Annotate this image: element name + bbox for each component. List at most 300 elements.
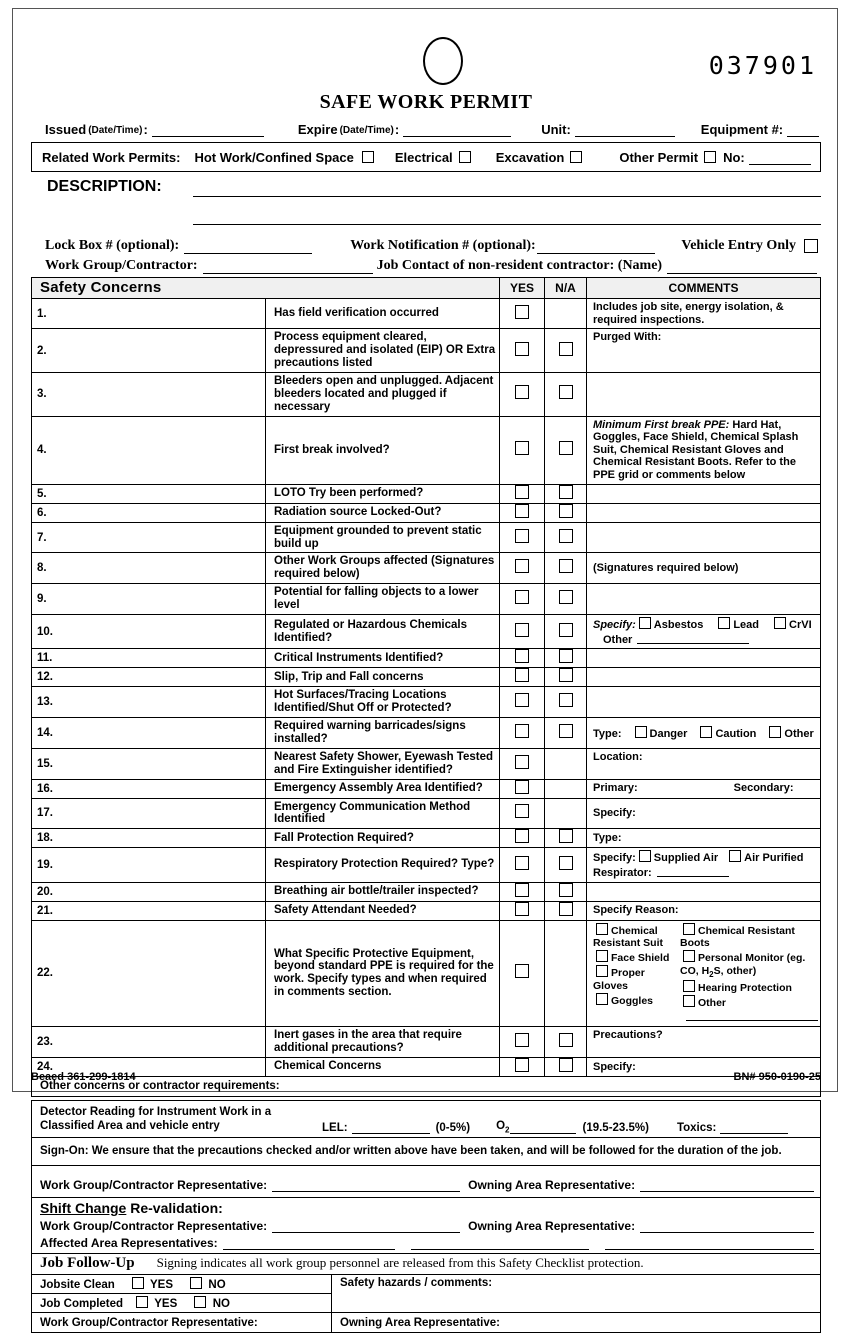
checkbox-yes-row-1[interactable] (515, 305, 529, 319)
row-number: 18. (32, 829, 266, 848)
specify-label: Specify: (593, 618, 636, 631)
row-yes-cell (500, 798, 545, 829)
row-yes-cell (500, 687, 545, 718)
table-row (32, 848, 821, 882)
lockbox-row (31, 234, 821, 256)
toxics-label: Toxics: (676, 1121, 717, 1134)
row-comment-cell[interactable] (587, 920, 821, 1027)
row-concern-text: What Specific Protective Equipment, beyond standard PPE is required for the work. Specify types and when required in comments section. (266, 920, 500, 1027)
job-completed-cell (32, 1294, 332, 1313)
row-na-cell (545, 553, 587, 584)
checkbox-ppe-personal-monitor-eg-co-h2s-other[interactable] (683, 950, 695, 962)
shift-change-title: Shift Change Re-validation: (40, 1199, 223, 1216)
checkbox-job-completed-no[interactable] (194, 1296, 206, 1308)
ppe-note-title: Minimum First break PPE: (593, 418, 730, 431)
checkbox-na-row-9[interactable] (559, 590, 573, 604)
row-comment-cell[interactable] (587, 668, 821, 687)
row-na-cell (545, 372, 587, 416)
affected-area-label: Affected Area Representatives: (40, 1235, 218, 1250)
row-yes-cell (500, 522, 545, 553)
ppe-option-face-shield: Face Shield (611, 952, 670, 965)
row-number: 6. (32, 503, 266, 522)
row-comment-cell[interactable] (587, 848, 821, 882)
row-na-cell (545, 748, 587, 779)
final-owning-area-label: Owning Area Representative: (340, 1316, 500, 1329)
table-row (32, 299, 821, 329)
row-na-cell (545, 416, 587, 484)
header-safety-concerns: Safety Concerns (32, 278, 500, 299)
jobsite-clean-label: Jobsite Clean (40, 1279, 115, 1292)
checkbox-jobsite-clean-no[interactable] (190, 1277, 202, 1289)
work-group-row (31, 256, 821, 277)
row-number: 12. (32, 668, 266, 687)
job-contact-input[interactable] (667, 259, 817, 274)
checkbox-yes-row-8[interactable] (515, 559, 529, 573)
related-electrical-label: Electrical (394, 149, 453, 165)
job-followup-header (31, 1254, 821, 1275)
row-yes-cell (500, 829, 545, 848)
respirator-option-air-purified: Air Purified Respirator: (593, 852, 804, 879)
row-concern-text: Breathing air bottle/trailer inspected? (266, 882, 500, 901)
checkbox-na-row-11[interactable] (559, 649, 573, 663)
row-yes-cell (500, 668, 545, 687)
row-yes-cell (500, 372, 545, 416)
table-row (32, 484, 821, 503)
row-na-cell (545, 329, 587, 373)
checkbox-ppe-other[interactable] (683, 995, 695, 1007)
job-followup-text: Signing indicates all work group personnel are released from this Safety Checklist protection. (156, 1254, 644, 1270)
checkbox-yes-row-2[interactable] (515, 342, 529, 356)
shift-rep-row (40, 1218, 814, 1233)
ppe-option-proper-gloves: Proper Gloves (593, 966, 645, 992)
row-comment-cell[interactable]: Location: (587, 748, 821, 779)
table-row (32, 687, 821, 718)
row-yes-cell (500, 503, 545, 522)
jobsite-clean-cell (32, 1275, 332, 1294)
job-followup-title: Job Follow-Up (40, 1254, 135, 1271)
vehicle-entry-only-label: Vehicle Entry Only (681, 238, 796, 253)
rep-owning-area-input[interactable] (640, 1177, 814, 1192)
shift-change-block (31, 1198, 821, 1254)
row-concern-text: Regulated or Hazardous Chemicals Identified? (266, 614, 500, 648)
checkbox-na-row-4[interactable] (559, 441, 573, 455)
checkbox-yes-row-22[interactable] (515, 964, 529, 978)
row-concern-text: Inert gases in the area that require additional precautions? (266, 1027, 500, 1058)
checkbox-na-row-23[interactable] (559, 1033, 573, 1047)
work-notification-input[interactable] (537, 239, 655, 254)
checkbox-yes-row-21[interactable] (515, 902, 529, 916)
row-comment-cell[interactable] (587, 779, 821, 798)
checkbox-na-row-21[interactable] (559, 902, 573, 916)
row-comment-cell[interactable] (587, 718, 821, 749)
row-comment-cell[interactable] (587, 614, 821, 648)
checkbox-yes-row-23[interactable] (515, 1033, 529, 1047)
permit-number: 037901 (708, 51, 817, 80)
row-concern-text: First break involved? (266, 416, 500, 484)
table-row (32, 329, 821, 373)
safety-hazards-cell[interactable] (332, 1275, 821, 1313)
checkbox-na-row-14[interactable] (559, 724, 573, 738)
issued-sublabel: (Date/Time) (88, 125, 143, 136)
sign-option-other: Other (784, 727, 814, 740)
table-row (32, 416, 821, 484)
sign-on-block (31, 1138, 821, 1166)
table-row (32, 584, 821, 615)
unit-input[interactable] (575, 122, 675, 137)
row-number: 23. (32, 1027, 266, 1058)
ppe-option-personal-monitor-eg-co-h2s-other: Personal Monitor (eg. CO, $H_2S$, other) (680, 952, 806, 980)
chem-other-input[interactable] (637, 632, 749, 644)
row-number: 1. (32, 299, 266, 329)
row-na-cell (545, 668, 587, 687)
checkbox-na-row-5[interactable] (559, 485, 573, 499)
row-yes-cell (500, 779, 545, 798)
row-comment-cell[interactable]: (Signatures required below) (587, 553, 821, 584)
row-yes-cell (500, 718, 545, 749)
ellipse-logo-icon (423, 37, 463, 85)
row-yes-cell (500, 416, 545, 484)
row-number: 19. (32, 848, 266, 882)
header-comments: COMMENTS (587, 278, 821, 299)
checkbox-ppe-chemical-resistant-suit[interactable] (596, 923, 608, 935)
row-na-cell (545, 614, 587, 648)
checkbox-yes-row-3[interactable] (515, 385, 529, 399)
row-number: 9. (32, 584, 266, 615)
checkbox-yes-row-6[interactable] (515, 504, 529, 518)
row-concern-text: Other Work Groups affected (Signatures required below) (266, 553, 500, 584)
checkbox-yes-row-7[interactable] (515, 529, 529, 543)
checkbox-hot-work-confined-space[interactable] (362, 151, 374, 163)
final-work-group-cell[interactable] (32, 1313, 332, 1333)
checkbox-yes-row-20[interactable] (515, 883, 529, 897)
checkbox-crvi[interactable] (774, 617, 786, 629)
related-no-label: No: (723, 149, 745, 165)
row-comment-cell[interactable] (587, 649, 821, 668)
sign-on-label: Sign-On: (40, 1145, 89, 1158)
row-number: 4. (32, 416, 266, 484)
row-concern-text: LOTO Try been performed? (266, 484, 500, 503)
respirator-option-supplied-air: Supplied Air (653, 852, 719, 865)
row-na-cell (545, 299, 587, 329)
row-na-cell (545, 649, 587, 668)
table-row (32, 748, 821, 779)
ppe-option-chemical-resistant-boots: Chemical Resistant Boots (680, 924, 795, 950)
table-row (32, 614, 821, 648)
final-owning-area-cell[interactable] (332, 1313, 821, 1333)
row-number: 22. (32, 920, 266, 1027)
related-excavation-label: Excavation (495, 149, 565, 165)
table-row (32, 779, 821, 798)
checkbox-na-row-2[interactable] (559, 342, 573, 356)
footer-right: BN# 950-0190-25 (733, 1071, 821, 1083)
row-yes-cell (500, 553, 545, 584)
ppe-other-input[interactable] (686, 1009, 818, 1021)
work-group-contractor-input[interactable] (203, 259, 373, 274)
table-row (32, 901, 821, 920)
row-concern-text: Safety Attendant Needed? (266, 901, 500, 920)
row-concern-text: Chemical Concerns (266, 1057, 500, 1076)
checkbox-electrical[interactable] (459, 151, 471, 163)
checkbox-yes-row-18[interactable] (515, 829, 529, 843)
row-comment-cell[interactable] (587, 522, 821, 553)
ppe-option-chemical-resistant-suit: Chemical Resistant Suit (593, 924, 664, 950)
checkbox-yes-row-9[interactable] (515, 590, 529, 604)
row-comment-cell[interactable]: Purged With: (587, 329, 821, 373)
row-comment-cell[interactable]: Precautions? (587, 1027, 821, 1058)
row-comment-cell[interactable] (587, 503, 821, 522)
row-yes-cell (500, 901, 545, 920)
row-comment-cell[interactable] (587, 687, 821, 718)
checkbox-yes-row-13[interactable] (515, 693, 529, 707)
row-concern-text: Emergency Communication Method Identified (266, 798, 500, 829)
chem-option-asbestos: Asbestos (653, 618, 704, 631)
checkbox-yes-row-11[interactable] (515, 649, 529, 663)
assembly-secondary-label: Secondary: (733, 782, 794, 795)
checkbox-other-permit[interactable] (704, 151, 716, 163)
row-concern-text: Potential for falling objects to a lower level (266, 584, 500, 615)
job-followup-table (31, 1275, 821, 1333)
row-comment-cell[interactable] (587, 584, 821, 615)
permit-page (12, 8, 838, 1329)
checkbox-ppe-chemical-resistant-boots[interactable] (683, 923, 695, 935)
job-completed-label: Job Completed (40, 1298, 124, 1311)
row-yes-cell (500, 614, 545, 648)
affected-area-input-2[interactable] (411, 1235, 589, 1250)
row-comment-cell[interactable] (587, 882, 821, 901)
page-footer (31, 1071, 821, 1083)
checkbox-ppe-hearing-protection[interactable] (683, 980, 695, 992)
row-number: 2. (32, 329, 266, 373)
row-comment-cell[interactable]: Specify: (587, 1057, 821, 1076)
row-number: 10. (32, 614, 266, 648)
jobsite-clean-yes-label: YES (149, 1279, 173, 1292)
row-concern-text: Nearest Safety Shower, Eyewash Tested and Fire Extinguisher identified? (266, 748, 500, 779)
checkbox-excavation[interactable] (570, 151, 582, 163)
row-na-cell (545, 882, 587, 901)
shift-work-group-input[interactable] (272, 1218, 460, 1233)
row-na-cell (545, 503, 587, 522)
sign-type-label: Type: (593, 727, 622, 740)
final-work-group-label: Work Group/Contractor Representative: (40, 1316, 258, 1329)
lel-label: LEL: (322, 1121, 348, 1134)
checkbox-na-row-13[interactable] (559, 693, 573, 707)
checkbox-yes-row-16[interactable] (515, 780, 529, 794)
detector-reading-block (31, 1100, 821, 1138)
affected-area-input-3[interactable] (605, 1235, 814, 1250)
row-comment-cell[interactable] (587, 484, 821, 503)
row-comment-cell[interactable]: Specify Reason: (587, 901, 821, 920)
issued-colon: : (143, 122, 148, 137)
description-label: DESCRIPTION: (47, 178, 162, 195)
checkbox-yes-row-24[interactable] (515, 1058, 529, 1072)
row-concern-text: Slip, Trip and Fall concerns (266, 668, 500, 687)
checkbox-job-completed-yes[interactable] (136, 1296, 148, 1308)
checkbox-yes-row-12[interactable] (515, 668, 529, 682)
row-concern-text: Emergency Assembly Area Identified? (266, 779, 500, 798)
description-input-line-2[interactable] (193, 224, 821, 225)
checkbox-na-row-8[interactable] (559, 559, 573, 573)
row-concern-text: Equipment grounded to prevent static build up (266, 522, 500, 553)
header-na: N/A (545, 278, 587, 299)
o2-range: (19.5-23.5%) (582, 1121, 649, 1134)
row-concern-text: Process equipment cleared, depressured and isolated (EIP) OR Extra precautions listed (266, 329, 500, 373)
row-comment-cell[interactable]: Includes job site, energy isolation, & required inspections. (587, 299, 821, 329)
row-na-cell (545, 829, 587, 848)
description-section (31, 172, 821, 234)
checkbox-na-row-3[interactable] (559, 385, 573, 399)
row-number: 7. (32, 522, 266, 553)
description-input-line-1[interactable] (193, 196, 821, 197)
row-comment-cell[interactable]: Specify: (587, 798, 821, 829)
row-comment-cell[interactable]: Type: (587, 829, 821, 848)
checkbox-asbestos[interactable] (639, 617, 651, 629)
table-row (32, 882, 821, 901)
checkbox-sign-danger[interactable] (635, 726, 647, 738)
unit-label: Unit: (541, 122, 571, 137)
row-number: 8. (32, 553, 266, 584)
rep-work-group-input[interactable] (272, 1177, 460, 1192)
expire-input[interactable] (403, 122, 511, 137)
related-hot-work-label: Hot Work/Confined Space (194, 149, 354, 165)
row-number: 17. (32, 798, 266, 829)
checkbox-ppe-proper-gloves[interactable] (596, 965, 608, 977)
checkbox-supplied-air[interactable] (639, 850, 651, 862)
checkbox-vehicle-entry-only[interactable] (804, 239, 818, 253)
checkbox-na-row-7[interactable] (559, 529, 573, 543)
work-group-contractor-label: Work Group/Contractor: (45, 258, 198, 273)
issued-input[interactable] (152, 122, 264, 137)
row-number: 21. (32, 901, 266, 920)
representatives-row (31, 1166, 821, 1198)
table-row (32, 718, 821, 749)
row-na-cell (545, 920, 587, 1027)
safety-concerns-table (31, 277, 821, 1077)
row-concern-text: Has field verification occurred (266, 299, 500, 329)
checkbox-na-row-19[interactable] (559, 856, 573, 870)
checkbox-yes-row-5[interactable] (515, 485, 529, 499)
sign-on-text: We ensure that the precautions checked and/or written above have been taken, and will be followed for the duration of the job. (88, 1145, 782, 1158)
checkbox-jobsite-clean-yes[interactable] (132, 1277, 144, 1289)
table-row (32, 553, 821, 584)
toxics-input[interactable] (720, 1119, 788, 1134)
row-concern-text: Respiratory Protection Required? Type? (266, 848, 500, 882)
checkbox-sign-caution[interactable] (700, 726, 712, 738)
ppe-option-hearing-protection: Hearing Protection (698, 981, 792, 994)
expire-label: Expire (297, 122, 338, 137)
row-concern-text: Hot Surfaces/Tracing Locations Identified/Shut Off or Protected? (266, 687, 500, 718)
table-row (32, 829, 821, 848)
shift-owning-area-label: Owning Area Representative: (468, 1218, 636, 1233)
table-row (32, 372, 821, 416)
table-row (32, 668, 821, 687)
row-yes-cell (500, 484, 545, 503)
table-row (32, 649, 821, 668)
checkbox-yes-row-19[interactable] (515, 856, 529, 870)
row-na-cell (545, 848, 587, 882)
checkbox-na-row-24[interactable] (559, 1058, 573, 1072)
row-number: 16. (32, 779, 266, 798)
rep-work-group-label: Work Group/Contractor Representative: (40, 1177, 268, 1192)
issued-label: Issued (45, 122, 87, 137)
affected-areas-row (40, 1235, 814, 1250)
row-yes-cell (500, 848, 545, 882)
checkbox-yes-row-15[interactable] (515, 755, 529, 769)
checkbox-na-row-12[interactable] (559, 668, 573, 682)
other-permit-no-input[interactable] (749, 150, 811, 165)
job-completed-no-label: NO (212, 1298, 230, 1311)
checkbox-ppe-face-shield[interactable] (596, 950, 608, 962)
checkbox-yes-row-4[interactable] (515, 441, 529, 455)
checkbox-yes-row-10[interactable] (515, 623, 529, 637)
row-number: 3. (32, 372, 266, 416)
row-comment-cell[interactable] (587, 372, 821, 416)
checkbox-ppe-goggles[interactable] (596, 993, 608, 1005)
checkbox-na-row-10[interactable] (559, 623, 573, 637)
checkbox-yes-row-17[interactable] (515, 804, 529, 818)
checkbox-lead[interactable] (718, 617, 730, 629)
affected-area-input-1[interactable] (223, 1235, 395, 1250)
lock-box-label: Lock Box # (optional): (45, 238, 180, 253)
checkbox-na-row-18[interactable] (559, 829, 573, 843)
final-signature-row (32, 1313, 821, 1333)
header-yes: YES (500, 278, 545, 299)
row-yes-cell (500, 649, 545, 668)
respirator-specify-label: Specify: (593, 852, 636, 865)
assembly-primary-label: Primary: (593, 782, 638, 795)
row-comment-cell[interactable] (587, 416, 821, 484)
row-yes-cell (500, 882, 545, 901)
other-concerns-label: Other concerns or contractor requirements: (40, 1079, 280, 1092)
chem-other-label: Other (603, 633, 633, 646)
row-na-cell (545, 522, 587, 553)
row-yes-cell (500, 584, 545, 615)
row-yes-cell (500, 1027, 545, 1058)
row-concern-text: Bleeders open and unplugged. Adjacent bleeders located and plugged if necessary (266, 372, 500, 416)
row-number: 14. (32, 718, 266, 749)
row-concern-text: Fall Protection Required? (266, 829, 500, 848)
row-yes-cell (500, 299, 545, 329)
row-na-cell (545, 484, 587, 503)
issued-expire-row (31, 122, 821, 140)
row-na-cell (545, 1027, 587, 1058)
checkbox-na-row-6[interactable] (559, 504, 573, 518)
o2-input[interactable] (510, 1119, 576, 1134)
row-number: 5. (32, 484, 266, 503)
row-na-cell (545, 798, 587, 829)
sign-option-danger: Danger (649, 727, 688, 740)
row-concern-text: Critical Instruments Identified? (266, 649, 500, 668)
o2-label: $O_2$ (496, 1119, 510, 1134)
row-na-cell (545, 901, 587, 920)
lel-range: (0-5%) (435, 1121, 471, 1134)
page-title: SAFE WORK PERMIT (319, 91, 533, 113)
checkbox-air-purified-respirator[interactable] (729, 850, 741, 862)
checkbox-yes-row-14[interactable] (515, 724, 529, 738)
row-concern-text: Radiation source Locked-Out? (266, 503, 500, 522)
ppe-option-goggles: Goggles (611, 994, 654, 1007)
related-permits-label: Related Work Permits: (42, 149, 181, 165)
checkbox-sign-other[interactable] (769, 726, 781, 738)
table-row (32, 503, 821, 522)
shift-owning-area-input[interactable] (640, 1218, 814, 1233)
lel-input[interactable] (352, 1119, 430, 1134)
chem-option-crvi: CrVI (789, 618, 812, 631)
lock-box-input[interactable] (184, 239, 312, 254)
row-number: 15. (32, 748, 266, 779)
respirator-type-input[interactable] (657, 865, 729, 877)
equipment-input[interactable] (787, 122, 819, 137)
checkbox-na-row-20[interactable] (559, 883, 573, 897)
